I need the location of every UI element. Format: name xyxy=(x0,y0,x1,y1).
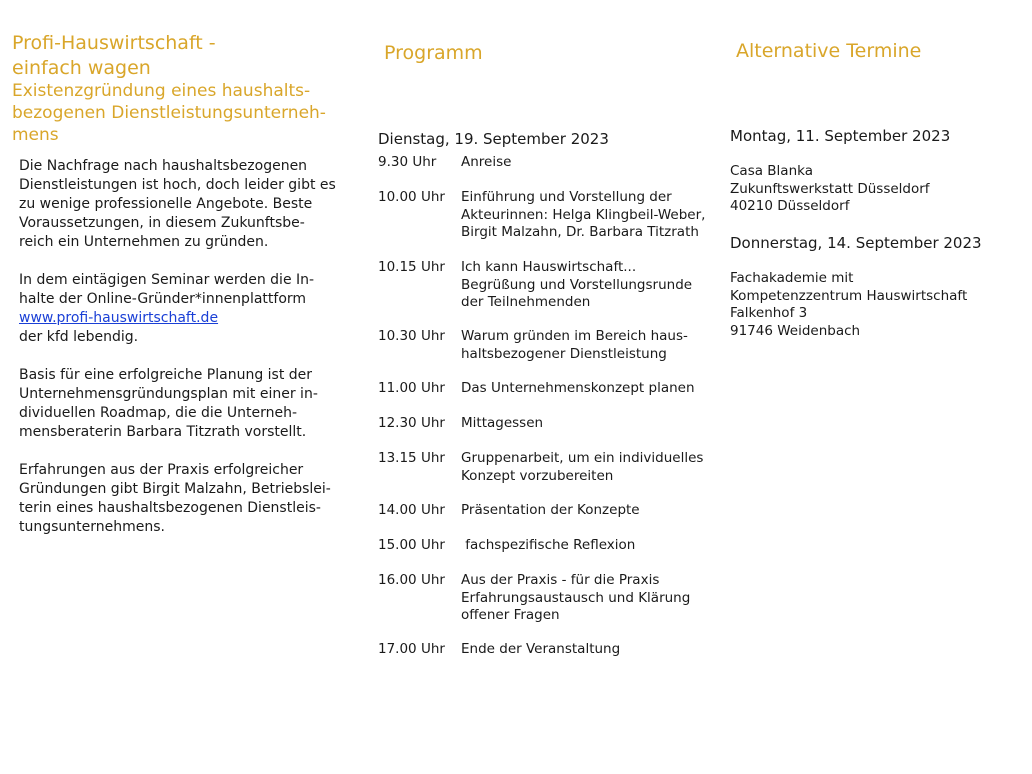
address-line: Fachakademie mit xyxy=(730,270,854,286)
text-line: terin eines haushaltsbezogenen Dienstleis- xyxy=(19,500,321,516)
schedule-text: Erfahrungsaustausch und Klärung xyxy=(461,589,691,606)
schedule-time: 17.00 Uhr xyxy=(378,641,445,657)
schedule-time: 10.30 Uhr xyxy=(378,328,445,344)
text-line: Voraussetzungen, in diesem Zukunftsbe- xyxy=(19,215,305,231)
address-line: Zukunftswerkstatt Düsseldorf xyxy=(730,180,930,197)
subtitle-line-1: Existenzgründung eines haushalts- xyxy=(12,81,311,101)
program-date: Dienstag, 19. September 2023 xyxy=(378,130,609,148)
website-link[interactable]: www.profi-hauswirtschaft.de xyxy=(19,310,219,326)
schedule-time: 10.00 Uhr xyxy=(378,189,445,205)
text-line: In dem eintägigen Seminar werden die In- xyxy=(19,272,315,288)
text-line: reich ein Unternehmen zu gründen. xyxy=(19,234,269,250)
schedule-text: Das Unternehmenskonzept planen xyxy=(461,380,695,396)
title-line-2: einfach wagen xyxy=(12,57,151,79)
schedule-time: 9.30 Uhr xyxy=(378,154,437,170)
title-line-1: Profi-Hauswirtschaft - xyxy=(12,32,216,54)
schedule-time: 15.00 Uhr xyxy=(378,537,445,553)
text-line: Basis für eine erfolgreiche Planung ist der xyxy=(19,367,313,383)
text-line: zu wenige professionelle Angebote. Beste xyxy=(19,196,313,212)
venue-address-1 xyxy=(730,163,930,216)
schedule-text: offener Fragen xyxy=(461,607,560,623)
alternatives-heading: Alternative Termine xyxy=(736,40,922,62)
venue-address-2 xyxy=(730,270,967,340)
text-line: Die Nachfrage nach haushaltsbezogenen xyxy=(19,158,308,174)
text-line: halte der Online-Gründer*innenplattform xyxy=(19,291,307,307)
schedule-time: 13.15 Uhr xyxy=(378,450,445,466)
intro-paragraph-3 xyxy=(19,366,329,442)
text-line: Erfahrungen aus der Praxis erfolgreicher xyxy=(19,462,304,478)
schedule-time: 16.00 Uhr xyxy=(378,572,445,588)
schedule-text: fachspezifische Reflexion xyxy=(461,537,636,553)
schedule-text: Konzept vorzubereiten xyxy=(461,467,614,484)
schedule-text: Mittagessen xyxy=(461,415,544,431)
subtitle-line-2: bezogenen Dienstleistungsunterneh- xyxy=(12,103,326,123)
schedule-time: 10.15 Uhr xyxy=(378,259,445,275)
address-line: 40210 Düsseldorf xyxy=(730,198,850,214)
schedule-text: der Teilnehmenden xyxy=(461,294,591,310)
schedule-text: Birgit Malzahn, Dr. Barbara Titzrath xyxy=(461,224,699,240)
text-line: dividuellen Roadmap, die die Unterneh- xyxy=(19,405,297,421)
intro-paragraph-2 xyxy=(19,271,329,347)
schedule-text: Ende der Veranstaltung xyxy=(461,641,621,657)
schedule-text: Akteurinnen: Helga Klingbeil-Weber, xyxy=(461,206,706,223)
address-line: 91746 Weidenbach xyxy=(730,322,861,339)
schedule-time: 14.00 Uhr xyxy=(378,502,445,518)
schedule-time: 11.00 Uhr xyxy=(378,380,445,396)
address-line: Falkenhof 3 xyxy=(730,305,808,321)
address-line: Kompetenzzentrum Hauswirtschaft xyxy=(730,287,968,304)
schedule-text: haltsbezogener Dienstleistung xyxy=(461,345,667,362)
text-line: mensberaterin Barbara Titzrath vorstellt. xyxy=(19,424,307,440)
schedule-time: 12.30 Uhr xyxy=(378,415,445,431)
text-line: der kfd lebendig. xyxy=(19,329,139,345)
schedule-text: Anreise xyxy=(461,154,512,170)
intro-paragraph-4 xyxy=(19,461,329,537)
text-line: Gründungen gibt Birgit Malzahn, Betriebslei- xyxy=(19,481,331,497)
alt-date-2: Donnerstag, 14. September 2023 xyxy=(730,234,982,252)
schedule-text: Warum gründen im Bereich haus- xyxy=(461,328,688,344)
subtitle-line-3: mens xyxy=(12,125,59,145)
program-heading: Programm xyxy=(384,42,483,64)
text-line: Unternehmensgründungsplan mit einer in- xyxy=(19,386,318,402)
schedule-text: Ich kann Hauswirtschaft... xyxy=(461,259,637,275)
intro-paragraph-1 xyxy=(19,157,336,252)
address-line: Casa Blanka xyxy=(730,163,813,179)
text-line: tungsunternehmens. xyxy=(19,519,166,535)
schedule-text: Gruppenarbeit, um ein individuelles xyxy=(461,450,704,466)
schedule-text: Aus der Praxis - für die Praxis xyxy=(461,572,660,588)
schedule-text: Präsentation der Konzepte xyxy=(461,502,640,518)
text-line: Dienstleistungen ist hoch, doch leider gibt es xyxy=(19,177,336,193)
alt-date-1: Montag, 11. September 2023 xyxy=(730,127,951,145)
schedule-text: Begrüßung und Vorstellungsrunde xyxy=(461,276,693,293)
schedule-text: Einführung und Vorstellung der xyxy=(461,189,672,205)
